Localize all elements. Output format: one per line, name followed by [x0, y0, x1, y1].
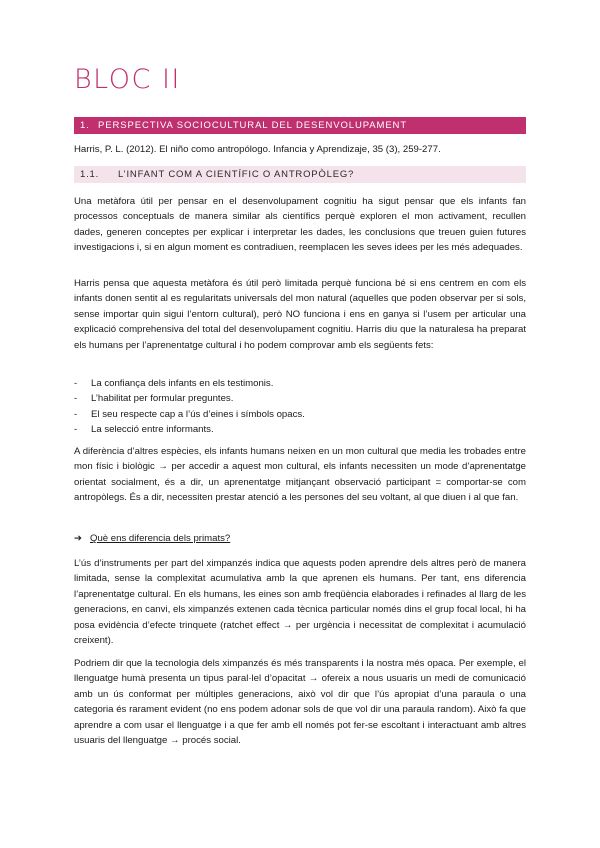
section-title: PERSPECTIVA SOCIOCULTURAL DEL DESENVOLUPAMENT [98, 120, 408, 131]
bloc-title: BLOC II [74, 64, 181, 95]
paragraph-cultural-world: A diferència d’altres espècies, els infants humans neixen en un mon cultural que media les trobades entre mon físic i biològic → per accedir a aquest mon cultural, els infants necessiten un mode d’aprenentatge orientat socialment, és a dir, un aprenentatge mitjançant observació participant = comportar-se com antropòlegs. És a dir, necessiten prestar atenció a les persones del seu voltant, al que diuen i al que fan. [74, 446, 526, 504]
subheading-primates [74, 531, 526, 546]
paragraph-chimpanzees: L’ús d’instruments per part del ximpanzés indica que aquests poden aprendre dels altres però de manera limitada, sense la complexitat acumulativa amb la que aprenen els humans. Per tant, ens diferencia l’aprenentatge cultural. En els humans, les eines son amb freqüència elaborades i refinades al llarg de les generacions, en canvi, els ximpanzés extenen cada tècnica particular només dins el grup focal local, hi ha posa evidència d’efecte trinquete (ratchet effect → per urgència i necessitat de complexitat i acumulació creixent). [74, 558, 526, 647]
paragraph-metaphor: Una metàfora útil per pensar en el desenvolupament cognitiu ha sigut pensar que els infants fan processos conceptuals de manera similar als científics perquè exploren el mon activament, recullen dades, generen conceptes per explicar i interpretar les dades, les conclusions que treuen guien futures investigacions i, si en algun moment es contradiuen, reemplacen les seves idees per les més adequades. [74, 196, 526, 254]
list-marker: - [74, 378, 78, 389]
subheading-text: Què ens diferencia dels primats? [90, 533, 231, 544]
subsection-number: 1.1. [80, 169, 100, 180]
paragraph-language: Podriem dir que la tecnologia dels ximpanzés és més transparents i la nostra més opaca. Per exemple, el llenguatge humà presenta un tipus paral·lel d’opacitat → ofereix a nous usuaris un medi de comunicació amb un ús conformat per múltiples generacions, això vol dir que l’ús apropiat d’una paraula o una categoria és rarament evident (no ens podem adonar sols de que vol dir una paraula random). Això fa que aprendre a com usar el llenguatge i a que fer amb ell només pot fer-se escoltant i interactuant amb altres usuaris del llenguatge → procés social. [74, 658, 526, 747]
paragraph-harris: Harris pensa que aquesta metàfora és útil però limitada perquè funciona bé si ens centrem en com els infants donen sentit al es regularitats universals del mon natural (aquelles que poden observar per si sols, sense importar quin sigui l’entorn cultural), però NO funciona i ens en ganya si l’usem per articular una explicació comprehensiva del total del desenvolupament cognitiu. Harris diu que la naturalesa ha preparat els humans per l’aprenentatge cultural i ho podem comprovar amb els següents fets: [74, 278, 526, 351]
list-item: - La selecció entre informants. [74, 422, 526, 437]
list-marker: - [74, 424, 78, 436]
list-marker: - [74, 408, 78, 420]
subsection-heading [74, 166, 526, 183]
section-heading [74, 117, 526, 134]
list-item: - La confiança dels infants en els testimonis. [74, 376, 526, 391]
bibliographic-reference: Harris, P. L. (2012). El niño como antropólogo. Infancia y Aprendizaje, 35 (3), 259-277. [74, 144, 441, 155]
section-number: 1. [80, 120, 90, 131]
list-item: - El seu respecte cap a l’ús d’eines i símbols opacs. [74, 407, 526, 422]
subsection-title: L’INFANT COM A CIENTÍFIC O ANTROPÒLEG? [118, 169, 355, 180]
facts-list [74, 376, 526, 438]
arrow-right-icon: ➔ [74, 533, 83, 544]
list-marker: - [74, 393, 78, 405]
list-item: - L’habilitat per formular preguntes. [74, 391, 526, 406]
